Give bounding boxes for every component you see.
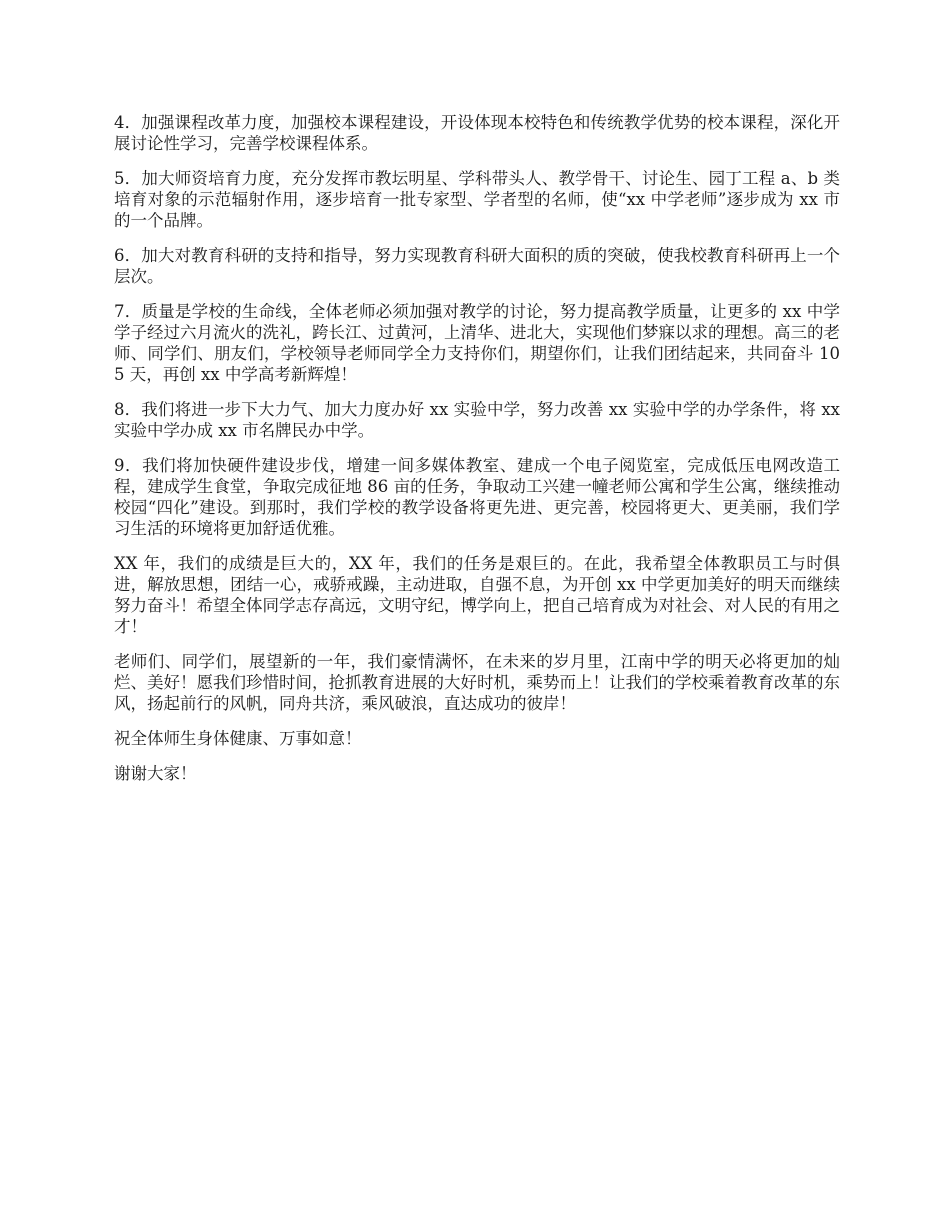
paragraph-year-summary: XX 年，我们的成绩是巨大的，XX 年，我们的任务是艰巨的。在此，我希望全体教职员工与时俱进，解放思想，团结一心，戒骄戒躁，主动进取，自强不息，为开创 xx 中学更加美好的明天而继续努力奋斗！希望全体同学志存高远，文明守纪，博学向上，把自己培育成为对社会、对人民的有用之才！ — [114, 554, 840, 636]
paragraph-item-7: 7．质量是学校的生命线，全体老师必须加强对教学的讨论，努力提高教学质量，让更多的 xx 中学学子经过六月流火的洗礼，跨长江、过黄河，上清华、进北大，实现他们梦寐以求的理想。高三的老师、同学们、朋友们，学校领导老师同学全力支持你们，期望你们，让我们团结起来，共同奋斗 105 天，再创 xx 中学高考新辉煌！ — [114, 302, 840, 384]
paragraph-item-8: 8．我们将进一步下大力气、加大力度办好 xx 实验中学，努力改善 xx 实验中学的办学条件，将 xx 实验中学办成 xx 市名牌民办中学。 — [114, 400, 840, 440]
paragraph-item-5: 5．加大师资培育力度，充分发挥市教坛明星、学科带头人、教学骨干、讨论生、园丁工程 a、b 类培育对象的示范辐射作用，逐步培育一批专家型、学者型的名师，使“xx 中学老师”逐步成为 xx 市的一个品牌。 — [114, 169, 840, 230]
document-page — [114, 112, 840, 798]
paragraph-item-6: 6．加大对教育科研的支持和指导，努力实现教育科研大面积的质的突破，使我校教育科研再上一个层次。 — [114, 246, 840, 286]
paragraph-wishes: 祝全体师生身体健康、万事如意！ — [114, 729, 362, 748]
paragraph-outlook: 老师们、同学们，展望新的一年，我们豪情满怀，在未来的岁月里，江南中学的明天必将更加的灿烂、美好！愿我们珍惜时间，抢抓教育进展的大好时机，乘势而上！让我们的学校乘着教育改革的东风，扬起前行的风帆，同舟共济，乘风破浪，直达成功的彼岸！ — [114, 652, 840, 713]
paragraph-item-9: 9．我们将加快硬件建设步伐，增建一间多媒体教室、建成一个电子阅览室，完成低压电网改造工程，建成学生食堂，争取完成征地 86 亩的任务，争取动工兴建一幢老师公寓和学生公寓，继续推动校园“四化”建设。到那时，我们学校的教学设备将更先进、更完善，校园将更大、更美丽，我们学习生活的环境将更加舒适优雅。 — [114, 456, 840, 538]
paragraph-item-4: 4．加强课程改革力度，加强校本课程建设，开设体现本校特色和传统教学优势的校本课程，深化开展讨论性学习，完善学校课程体系。 — [114, 113, 840, 153]
paragraph-thanks: 谢谢大家！ — [114, 764, 197, 783]
